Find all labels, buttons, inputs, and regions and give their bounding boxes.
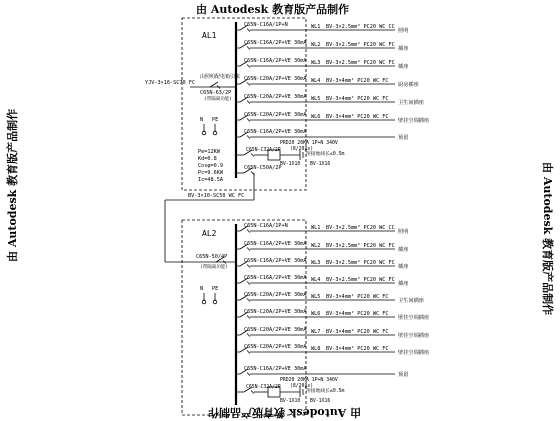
circuit-usage: 卫生间插座 [398,298,424,304]
ground-label: PE [212,117,219,123]
circuit-breaker-label: C65N-C16A/2P+VE 30mA [244,40,307,46]
panel-al2-name: AL2 [202,229,217,238]
circuit-usage: 插座 [398,64,409,70]
panel-al1-name: AL1 [202,31,217,40]
circuit-usage: 照明 [398,229,409,235]
circuit-cable: BV-3×2.5mm² PC20 WC FC [326,277,395,283]
spd-breaker-label: C65N-C32A/2P [246,385,281,390]
spd-sub-label: (8/20μs) [290,147,314,152]
circuit-breaker-label: C65N-C16A/2P+VE 30mA [244,366,307,372]
feeder-cable-label: BV-3×10-SC50 WC FC [188,193,245,199]
spd-note: 用接地线长≤0.5m [306,389,345,394]
circuit-number: WL6 [311,311,321,317]
circuit-breaker-label: C65N-C20A/2P+VE 30mA [244,76,307,82]
circuit-number: WL8 [311,346,321,352]
circuit-usage: 厨房插座 [398,82,419,88]
circuit-number: WL1 [311,225,321,231]
breaker-mark [247,65,250,68]
circuit-usage: 壁挂空调插座 [398,350,430,356]
circuit-number: WL4 [311,78,321,84]
circuit-cable: BV-3×4mm² PC20 WC FC [326,78,389,84]
neutral-label: N [200,286,204,292]
circuit-number: WL1 [311,24,321,30]
circuit-cable: BV-3×4mm² PC20 WC FC [326,329,389,335]
breaker-mark [247,248,250,251]
circuit-breaker-label: C65N-C16A/2P+VE 30mA [244,241,307,247]
breaker-mark [247,265,250,268]
circuit-number: WL6 [311,114,321,120]
breaker-mark [247,29,250,32]
neutral-label: N [200,117,204,123]
breaker-mark [247,136,250,139]
circuit-number: WL2 [311,243,321,249]
circuit-usage: 预留 [398,372,409,378]
circuit-breaker-label: C65N-C16A/2P+VE 30mA [244,258,307,264]
load-calc-line: Pc=9.6KW [198,170,223,176]
breaker-mark [247,101,250,104]
circuit-number: WL2 [311,42,321,48]
main-breaker-label: C65N-63/2P [200,90,232,96]
circuit-number: WL4 [311,277,321,283]
breaker-mark [247,334,250,337]
breaker-mark [247,282,250,285]
circuit-cable: BV-3×4mm² PC20 WC FC [326,311,389,317]
circuit-number: WL3 [311,60,321,66]
main-breaker-note: (带隔离功能) [204,97,232,102]
circuit-usage: 壁挂空调插座 [398,315,430,321]
circuit-number: WL5 [311,294,321,300]
spd-wire1: BV-1X10 [280,399,301,404]
circuit-usage: 插座 [398,46,409,52]
circuit-breaker-label: C65N-C20A/2P+VE 30mA [244,94,307,100]
main-breaker-icon [210,82,218,87]
breaker-mark [247,351,250,354]
circuit-number: WL5 [311,96,321,102]
circuit-breaker-label: C65N-C16A/2P+VE 30mA [244,58,307,64]
circuit-usage: 插座 [398,247,409,253]
circuit-usage: 照明 [398,28,409,34]
breaker-mark [247,230,250,233]
spd-sub-label: (8/20μs) [290,384,314,389]
load-calc-line: Kd=0.8 [198,156,217,162]
load-calc-line: Pe=12KW [198,149,220,155]
circuit-cable: BV-3×4mm² PC20 WC FC [326,114,389,120]
circuit-cable: BV-3×4mm² PC20 WC FC [326,294,389,300]
circuit-cable: BV-3×2.5mm² PC20 WC FC [326,60,395,66]
circuit-usage: 卫生间插座 [398,100,424,106]
circuit-cable: BV-3×2.5mm² PC20 WC FC [326,243,395,249]
breaker-mark [247,299,250,302]
watermark-right: 由 Autodesk 教育版产品制作 [541,162,554,316]
circuit-breaker-label: C65N-C16A/2P+VE 30mA [244,129,307,135]
ground-label: PE [212,286,219,292]
breaker-mark [251,172,254,175]
circuit-cable: BV-3×4mm² PC20 WC FC [326,346,389,352]
circuit-cable: BV-3×2.5mm² PC20 WC FC [326,260,395,266]
load-calc-line: Cosφ=0.9 [198,163,223,169]
circuit-usage: 预留 [398,135,409,141]
breaker-mark [247,119,250,122]
circuit-usage: 插座 [398,281,409,287]
circuit-cable: BV-3×2.5mm² PC20 WC CC [326,225,395,231]
spd-wire2: BV-1X16 [310,399,331,404]
circuit-breaker-label: C65N-C20A/2P+VE 30mA [244,292,307,298]
breaker-mark [247,47,250,50]
spd-wire1: BV-1X10 [280,162,301,167]
circuit-breaker-label: C65N-C16A/1P+N [244,22,288,28]
circuit-breaker-label: C65N-C20A/2P+VE 30mA [244,309,307,315]
feeder-breaker-label: C65N-C50A/2P [244,165,282,171]
circuit-breaker-label: C65N-C16A/1P+N [244,223,288,229]
circuit-number: WL3 [311,260,321,266]
spd-wire2: BV-1X16 [310,162,331,167]
breaker-mark [247,373,250,376]
watermark-left: 由 Autodesk 教育版产品制作 [6,108,19,262]
spd-note: 用接地线长≤0.5m [306,152,345,157]
incoming-cable: YJV-3×16-SC70 FC [145,80,195,86]
spd-breaker-label: C65N-C32A/2P [246,148,281,153]
load-calc-line: Ic=48.5A [198,177,223,183]
breaker-mark [247,83,250,86]
circuit-usage: 壁挂空调插座 [398,118,430,124]
circuit-breaker-label: C65N-C16A/2P+VE 30mA [244,275,307,281]
breaker-mark [247,316,250,319]
breaker-mark [251,154,254,157]
circuit-breaker-label: C65N-C20A/2P+VE 30mA [244,112,307,118]
spd-label: PRD20 20KA 1P+N 340V [280,378,338,383]
breaker-mark [251,391,254,394]
circuit-cable: BV-3×2.5mm² PC20 WC FC [326,42,395,48]
main-breaker-note: (带隔离功能) [200,265,228,270]
circuit-usage: 插座 [398,264,409,270]
circuit-cable: BV-3×2.5mm² PC20 WC CC [326,24,395,30]
incoming-note: 由照明配电箱引来 [200,74,241,80]
spd-label: PRD20 20KA 1P+N 340V [280,141,338,146]
circuit-usage: 壁挂空调插座 [398,333,430,339]
circuit-breaker-label: C65N-C20A/2P+VE 30mA [244,327,307,333]
circuit-number: WL7 [311,329,321,335]
circuit-breaker-label: C65N-C20A/2P+VE 30mA [244,344,307,350]
main-breaker-label: C65N-50/4P [196,254,228,260]
watermark-top: 由 Autodesk 教育版产品制作 [196,3,350,16]
circuit-cable: BV-3×4mm² PC20 WC FC [326,96,389,102]
watermark-bottom: 由 Autodesk 教育版产品制作 [208,406,362,419]
